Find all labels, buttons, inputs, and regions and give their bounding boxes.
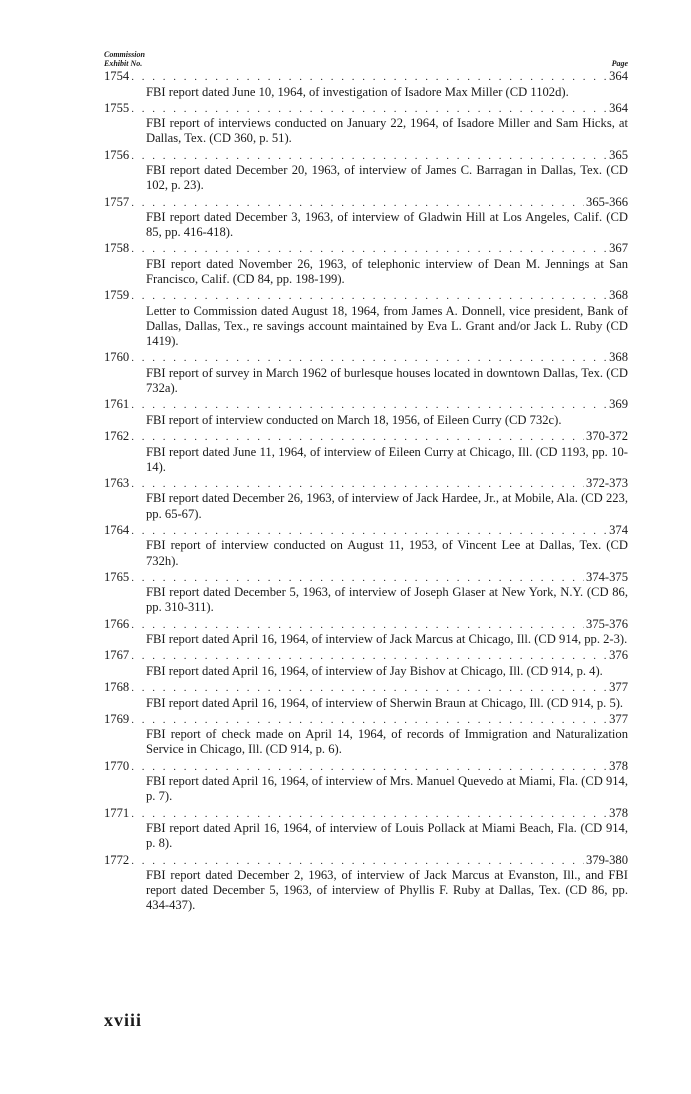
dot-leader: [131, 69, 607, 86]
dot-leader: [131, 397, 607, 414]
exhibit-entry: [104, 428, 628, 475]
exhibit-description: FBI report dated April 16, 1964, of interview of Jack Marcus at Chicago, Ill. (CD 914, pp. 2-3).: [146, 632, 628, 647]
exhibit-entry: [104, 647, 628, 679]
exhibit-entry-heading: [104, 194, 628, 211]
commission-label: Commission: [104, 50, 145, 59]
exhibit-column-heading: [104, 50, 145, 68]
exhibit-page-ref: 368: [609, 350, 628, 365]
exhibit-entry: [104, 396, 628, 428]
exhibit-number: 1758: [104, 241, 130, 256]
exhibit-description: FBI report dated December 20, 1963, of interview of James C. Barragan in Dallas, Tex. (CD 102, p. 23).: [146, 163, 628, 193]
exhibit-page-ref: 374-375: [586, 569, 628, 584]
exhibit-entry-heading: [104, 68, 628, 85]
exhibit-entry-heading: [104, 396, 628, 413]
exhibit-page-ref: 378: [609, 805, 628, 820]
exhibit-entry: [104, 287, 628, 349]
exhibit-number: 1761: [104, 397, 130, 412]
exhibit-entry: [104, 679, 628, 711]
dot-leader: [131, 101, 607, 118]
exhibit-entry: [104, 852, 628, 914]
exhibit-description: FBI report dated June 10, 1964, of investigation of Isadore Max Miller (CD 1102d).: [146, 84, 569, 99]
exhibit-page-ref: 367: [609, 241, 628, 256]
exhibit-number: 1763: [104, 475, 130, 490]
exhibit-entry-heading: [104, 852, 628, 869]
exhibit-description: Letter to Commission dated August 18, 1964, from James A. Donnell, vice president, Bank of Dallas, Dallas, Tex., re savings account maintained by Eva L. Grant and/or Jack L. Ruby (CD 1419).: [146, 303, 628, 349]
page-number: xviii: [104, 1010, 143, 1030]
exhibit-entry-heading: [104, 679, 628, 696]
exhibit-entry: [104, 805, 628, 852]
exhibit-entries: [104, 68, 628, 914]
dot-leader: [131, 759, 607, 776]
exhibit-number: 1765: [104, 569, 130, 584]
exhibit-description: FBI report of survey in March 1962 of burlesque houses located in downtown Dallas, Tex. (CD 732a).: [146, 365, 628, 396]
exhibit-entry: [104, 194, 628, 241]
exhibit-page-ref: 376: [609, 648, 628, 663]
exhibit-entry-heading: [104, 647, 628, 664]
exhibit-description: FBI report dated December 3, 1963, of interview of Gladwin Hill at Los Angeles, Calif. (CD 85, pp. 416-418).: [146, 210, 628, 240]
exhibit-number: 1759: [104, 288, 130, 303]
exhibit-page-ref: 364: [609, 100, 628, 115]
exhibit-page-ref: 378: [609, 758, 628, 773]
exhibit-no-label: Exhibit No.: [104, 59, 143, 68]
exhibit-page-ref: 369: [609, 397, 628, 412]
dot-leader: [131, 617, 584, 634]
exhibit-entry: [104, 616, 628, 648]
exhibit-entry-heading: [104, 616, 628, 633]
exhibit-number: 1754: [104, 69, 130, 83]
exhibit-entry: [104, 147, 628, 194]
exhibit-entry: [104, 711, 628, 758]
exhibit-description: FBI report dated December 26, 1963, of interview of Jack Hardee, Jr., at Mobile, Ala. (CD 223, pp. 65-67).: [146, 491, 628, 521]
exhibit-entry: [104, 569, 628, 616]
exhibit-entry-heading: [104, 805, 628, 822]
exhibit-entry-heading: [104, 287, 628, 304]
exhibit-number: 1766: [104, 616, 130, 631]
exhibit-number: 1755: [104, 100, 130, 115]
exhibit-description: FBI report dated April 16, 1964, of interview of Jay Bishov at Chicago, Ill. (CD 914, p. 4).: [146, 663, 603, 678]
exhibit-page-ref: 374: [609, 522, 628, 537]
dot-leader: [131, 570, 584, 587]
exhibit-entry-heading: [104, 428, 628, 445]
exhibit-entry-heading: [104, 475, 628, 492]
exhibit-page-ref: 372-373: [586, 475, 628, 490]
dot-leader: [131, 195, 584, 212]
dot-leader: [131, 476, 584, 493]
exhibit-number: 1771: [104, 805, 130, 820]
exhibit-number: 1767: [104, 648, 130, 663]
exhibit-page-ref: 364: [609, 69, 628, 83]
exhibit-number: 1762: [104, 429, 130, 444]
dot-leader: [131, 288, 607, 305]
exhibit-description: FBI report dated December 2, 1963, of interview of Jack Marcus at Evanston, Ill., and FBI report dated December 5, 1963, of interview of Phyllis F. Ruby at Dallas, Tex. (CD 86, pp. 434-437).: [146, 868, 628, 913]
exhibit-entry: [104, 475, 628, 522]
exhibit-description: FBI report of interviews conducted on January 22, 1964, of Isadore Miller and Sam Hicks, at Dallas, Tex. (CD 360, p. 51).: [146, 116, 628, 146]
dot-leader: [131, 648, 607, 665]
exhibit-entry: [104, 758, 628, 805]
dot-leader: [131, 806, 607, 823]
exhibit-entry-heading: [104, 758, 628, 775]
dot-leader: [131, 523, 607, 540]
exhibit-entry-heading: [104, 349, 628, 366]
column-header: [104, 50, 628, 68]
exhibit-number: 1769: [104, 711, 130, 726]
exhibit-number: 1756: [104, 147, 130, 162]
exhibit-page-ref: 377: [609, 711, 628, 726]
exhibit-number: 1770: [104, 758, 130, 773]
exhibit-page-ref: 379-380: [586, 852, 628, 867]
exhibit-entry: [104, 100, 628, 147]
exhibit-description: FBI report dated April 16, 1964, of interview of Mrs. Manuel Quevedo at Miami, Fla. (CD 914, p. 7).: [146, 774, 628, 804]
exhibit-entry-heading: [104, 569, 628, 586]
exhibit-page-ref: 377: [609, 680, 628, 695]
exhibit-page-ref: 365-366: [586, 194, 628, 209]
dot-leader: [131, 712, 607, 729]
exhibit-entry: [104, 68, 628, 100]
exhibit-page-ref: 368: [609, 288, 628, 303]
exhibit-description: FBI report dated November 26, 1963, of telephonic interview of Dean M. Jennings at San Francisco, Calif. (CD 84, pp. 198-199).: [146, 256, 628, 287]
exhibit-description: FBI report of interview conducted on August 11, 1953, of Vincent Lee at Dallas, Tex. (CD 732h).: [146, 538, 628, 568]
exhibit-entry-heading: [104, 147, 628, 164]
exhibit-description: FBI report dated April 16, 1964, of interview of Louis Pollack at Miami Beach, Fla. (CD 914, p. 8).: [146, 821, 628, 851]
exhibit-number: 1764: [104, 522, 130, 537]
exhibit-description: FBI report of interview conducted on March 18, 1956, of Eileen Curry (CD 732c).: [146, 412, 562, 427]
exhibit-entry: [104, 522, 628, 569]
dot-leader: [131, 853, 584, 870]
exhibit-description: FBI report dated April 16, 1964, of interview of Sherwin Braun at Chicago, Ill. (CD 914, p. 5).: [146, 695, 624, 710]
exhibit-list-page: [104, 50, 628, 914]
exhibit-entry: [104, 349, 628, 396]
exhibit-number: 1757: [104, 194, 130, 209]
exhibit-number: 1760: [104, 350, 130, 365]
dot-leader: [131, 429, 584, 446]
exhibit-page-ref: 375-376: [586, 616, 628, 631]
exhibit-number: 1768: [104, 680, 130, 695]
dot-leader: [131, 680, 607, 697]
exhibit-page-ref: 365: [609, 147, 628, 162]
exhibit-entry-heading: [104, 100, 628, 117]
exhibit-entry-heading: [104, 522, 628, 539]
dot-leader: [131, 241, 607, 258]
exhibit-entry-heading: [104, 711, 628, 728]
exhibit-description: FBI report dated June 11, 1964, of interview of Eileen Curry at Chicago, Ill. (CD 1193, pp. 10-14).: [146, 444, 628, 474]
dot-leader: [131, 148, 607, 165]
exhibit-entry-heading: [104, 240, 628, 257]
dot-leader: [131, 350, 607, 367]
exhibit-page-ref: 370-372: [586, 429, 628, 444]
exhibit-description: FBI report of check made on April 14, 1964, of records of Immigration and Naturalization Service in Chicago, Ill. (CD 914, p. 6).: [146, 727, 628, 757]
exhibit-description: FBI report dated December 5, 1963, of interview of Joseph Glaser at New York, N.Y. (CD 86, pp. 310-311).: [146, 585, 628, 615]
exhibit-number: 1772: [104, 852, 130, 867]
exhibit-entry: [104, 240, 628, 287]
page-column-heading: Page: [611, 59, 628, 68]
